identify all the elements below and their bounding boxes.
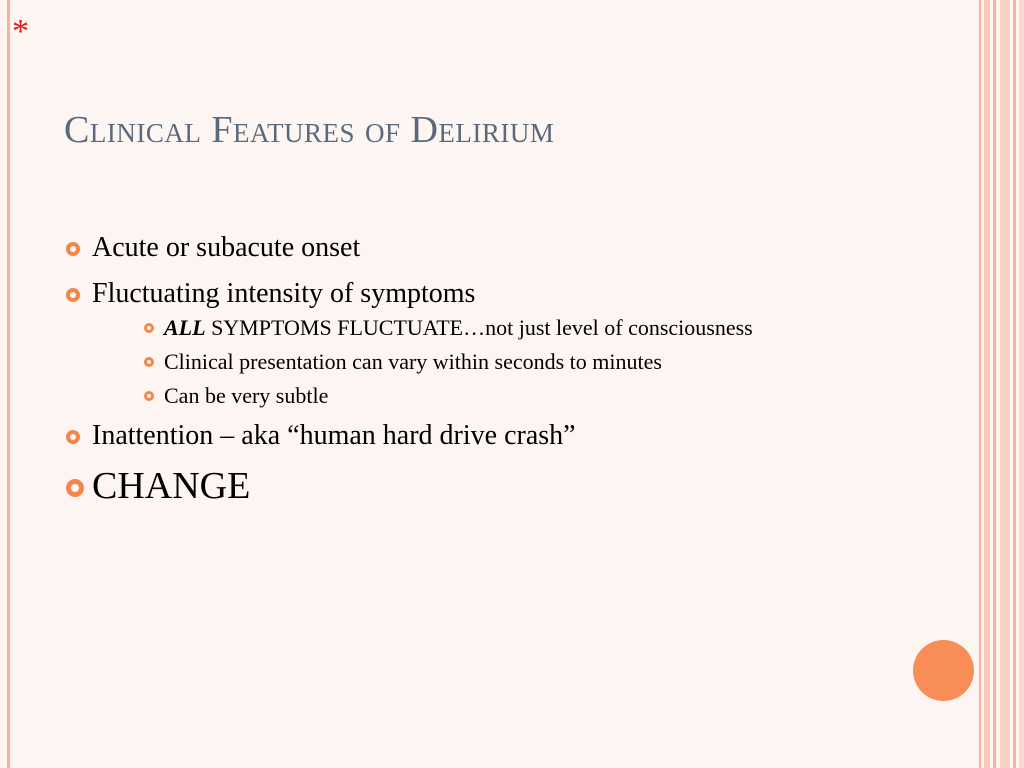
bullet-icon: [66, 430, 80, 444]
emphasis-text: ALL: [164, 315, 206, 340]
bullet-text: Inattention – aka “human hard drive crash”: [92, 420, 576, 451]
right-decor-stripe: [984, 0, 990, 768]
bullet-icon: [66, 288, 80, 302]
sub-bullet-text: Clinical presentation can vary within seconds to minutes: [164, 349, 662, 374]
bullet-item: [64, 228, 954, 268]
bullet-item: [64, 462, 954, 510]
sub-bullet-icon: [144, 323, 154, 333]
bullet-item: [64, 274, 954, 314]
bullet-text: Acute or subacute onset: [92, 232, 361, 263]
sub-bullet-text: Can be very subtle: [164, 383, 329, 408]
slide-body: [64, 228, 954, 516]
sub-bullet-list: [64, 314, 954, 409]
bullet-text: CHANGE: [92, 465, 251, 507]
right-decor-stripe: [1013, 0, 1016, 768]
right-decor-stripe: [993, 0, 996, 768]
sub-bullet-item: [136, 348, 954, 375]
asterisk-marker: *: [12, 13, 29, 50]
sub-bullet-item: [136, 382, 954, 409]
decorative-circle: [913, 640, 974, 701]
bullet-text: Fluctuating intensity of symptoms: [92, 278, 476, 309]
sub-bullet-icon: [144, 391, 154, 401]
right-decor-stripe: [979, 0, 981, 768]
sub-bullet-item: [136, 314, 954, 341]
right-decor-stripe: [1019, 0, 1024, 768]
bullet-item: [64, 416, 954, 456]
slide-title: Clinical Features of Delirium: [64, 109, 555, 151]
right-decor-stripe: [1000, 0, 1010, 768]
bullet-icon: [66, 479, 84, 497]
bullet-icon: [66, 242, 80, 256]
left-border-stripe: [7, 0, 10, 768]
sub-bullet-text: SYMPTOMS FLUCTUATE…not just level of consciousness: [205, 315, 753, 340]
sub-bullet-icon: [144, 357, 154, 367]
